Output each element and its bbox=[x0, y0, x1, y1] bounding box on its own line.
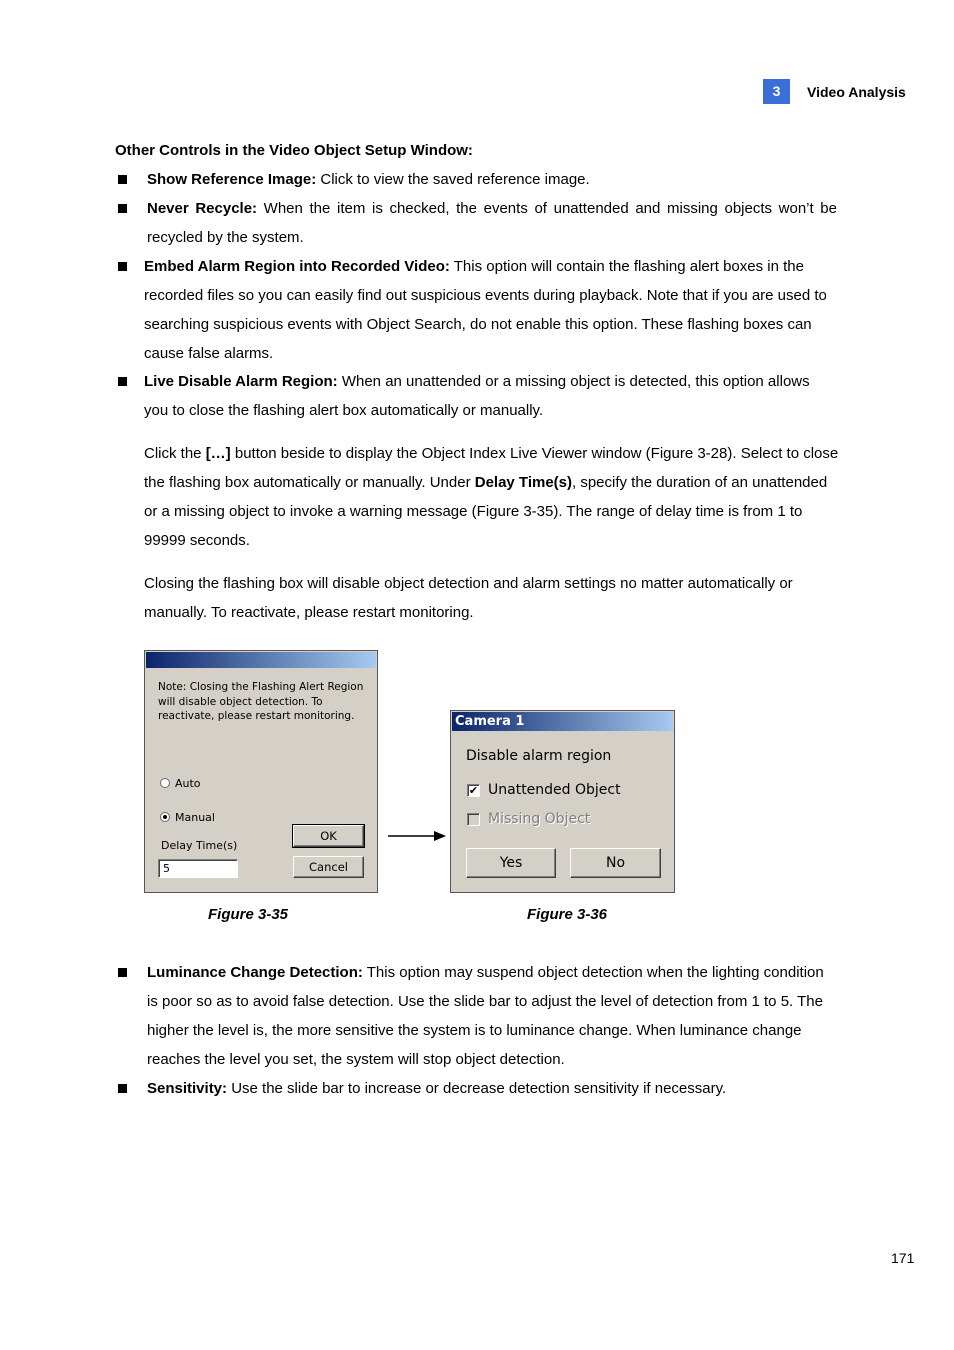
ok-button[interactable]: OK bbox=[293, 825, 364, 847]
bold-run: Delay Time(s) bbox=[474, 474, 572, 491]
arrow-right-icon bbox=[386, 828, 448, 844]
dialog-heading: Disable alarm region bbox=[466, 748, 612, 764]
text-run: , specify the duration of an unattended or a missing object to invoke a warning message (Figure 3-35). The range of delay time is from 1 to 99999 seconds. bbox=[144, 474, 828, 549]
dialog-titlebar bbox=[146, 652, 376, 668]
page-number: 171 bbox=[891, 1250, 915, 1266]
manual-radio[interactable] bbox=[160, 812, 170, 822]
item-live-disable-alarm-region bbox=[144, 367, 824, 425]
figure-caption-3-35: Figure 3-35 bbox=[208, 906, 289, 923]
bullet-icon bbox=[118, 262, 127, 271]
no-button[interactable]: No bbox=[570, 848, 661, 878]
auto-label: Auto bbox=[175, 777, 201, 790]
item-luminance-change-detection bbox=[147, 958, 837, 1074]
section-heading: Other Controls in the Video Object Setup Window: bbox=[115, 142, 473, 159]
bullet-icon bbox=[118, 204, 127, 213]
paragraph-delay-time bbox=[144, 439, 839, 555]
dialog-title: Camera 1 bbox=[452, 712, 673, 731]
text-run: button beside to display the Object Index Live Viewer window (Figure 3-28). Select to close the flashing box automatically or manually. Under bbox=[144, 445, 839, 491]
bold-run: […] bbox=[205, 445, 231, 462]
paragraph-closing-box: Closing the flashing box will disable object detection and alarm settings no matter automatically or manually. To reactivate, please restart monitoring. bbox=[144, 575, 793, 621]
item-term: Never Recycle: bbox=[147, 200, 258, 217]
auto-radio[interactable] bbox=[160, 778, 170, 788]
item-text: Use the slide bar to increase or decrease detection sensitivity if necessary. bbox=[227, 1080, 727, 1097]
item-text: Click to view the saved reference image. bbox=[316, 171, 590, 188]
bullet-icon bbox=[118, 175, 127, 184]
item-term: Sensitivity: bbox=[147, 1080, 228, 1097]
item-text: This option may suspend object detection when the lighting condition is poor so as to avoid false detection. Use the slide bar to adjust the level of detection from 1 to 5. The higher the level is, the more sensitive the system is to luminance change. When luminance change reaches the level you set, the system will stop object detection. bbox=[147, 964, 824, 1068]
delay-dialog bbox=[144, 650, 378, 893]
missing-object-label: Missing Object bbox=[488, 811, 591, 827]
item-term: Embed Alarm Region into Recorded Video: bbox=[144, 258, 450, 275]
unattended-object-checkbox[interactable]: ✔ bbox=[468, 784, 479, 797]
delay-time-label: Delay Time(s) bbox=[161, 839, 238, 852]
unattended-object-label: Unattended Object bbox=[488, 782, 621, 798]
figure-caption-3-36: Figure 3-36 bbox=[527, 906, 608, 923]
bullet-icon bbox=[118, 1084, 127, 1093]
item-term: Live Disable Alarm Region: bbox=[144, 373, 338, 390]
missing-object-checkbox[interactable] bbox=[467, 813, 480, 826]
item-text: This option will contain the flashing alert boxes in the recorded files so you can easily find out suspicious events during playback. Note that if you are used to searching suspicious events with Object Search, do not enable this option. These flashing boxes can cause false alarms. bbox=[144, 258, 827, 362]
bullet-icon bbox=[118, 968, 127, 977]
item-never-recycle bbox=[147, 194, 837, 252]
item-term: Luminance Change Detection: bbox=[147, 964, 363, 981]
delay-time-input[interactable]: 5 bbox=[158, 859, 238, 878]
item-term: Show Reference Image: bbox=[147, 171, 317, 188]
dialog-note: Note: Closing the Flashing Alert Region will disable object detection. To reactivate, please restart monitoring. bbox=[158, 681, 364, 722]
item-text: When the item is checked, the events of unattended and missing objects won’t be recycled by the system. bbox=[147, 200, 837, 246]
item-embed-alarm-region bbox=[144, 252, 839, 368]
bullet-icon bbox=[118, 377, 127, 386]
yes-button[interactable]: Yes bbox=[466, 848, 556, 878]
chapter-title: Video Analysis bbox=[807, 84, 906, 100]
item-show-reference-image bbox=[147, 165, 837, 194]
camera-dialog bbox=[450, 710, 675, 893]
item-sensitivity bbox=[147, 1074, 837, 1103]
cancel-button[interactable]: Cancel bbox=[293, 856, 364, 878]
item-text: When an unattended or a missing object is detected, this option allows you to close the flashing alert box automatically or manually. bbox=[144, 373, 810, 419]
manual-label: Manual bbox=[175, 811, 215, 824]
chapter-number-badge: 3 bbox=[763, 79, 790, 104]
text-run: Click the bbox=[144, 445, 206, 462]
